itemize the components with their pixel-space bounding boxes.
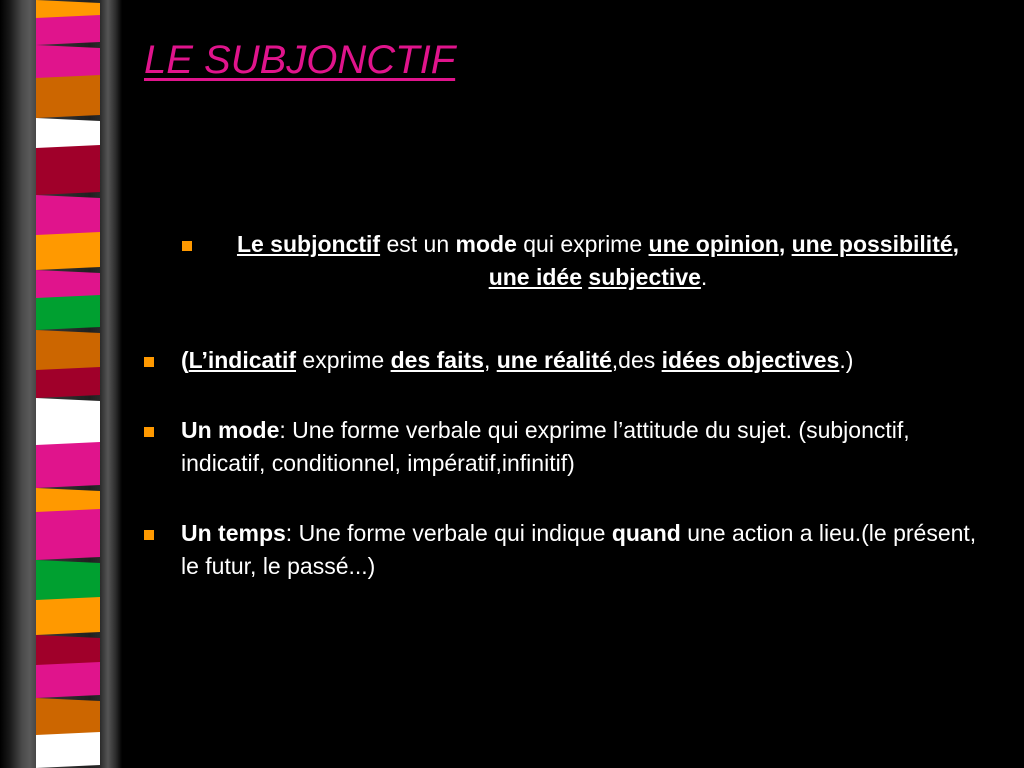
bullet-item-subjonctif	[140, 228, 980, 294]
bullet-text-segment: Un mode	[181, 417, 280, 443]
bullet-text-segment: une action a lieu.(le présent, le futur, le passé...)	[181, 520, 977, 579]
square-bullet-icon	[144, 530, 154, 540]
bullet-text-segment: .	[700, 264, 708, 290]
bullet-item-mode	[140, 414, 980, 480]
bullet-text	[181, 417, 910, 476]
bullet-text-segment: idées objectives	[661, 347, 840, 373]
bullet-text	[181, 347, 853, 373]
color-stripe	[36, 145, 100, 195]
color-stripe	[36, 698, 100, 738]
bullet-text-segment: ,	[952, 231, 960, 257]
slide-title: LE SUBJONCTIF	[144, 38, 456, 82]
bullet-text-segment: Un temps	[181, 520, 286, 546]
bullet-text-segment: .)	[839, 347, 854, 373]
bullet-text-segment: quand	[611, 520, 681, 546]
color-stripe	[36, 597, 100, 635]
color-stripe	[36, 232, 100, 270]
color-stripe	[36, 367, 100, 398]
bullet-text-segment: (	[181, 347, 189, 373]
bullet-text-segment: ,	[778, 231, 792, 257]
bullet-text-segment: : Une forme verbale qui exprime l’attitude du sujet. (subjonctif, indicatif, conditionnel, impératif,infinitif)	[181, 417, 910, 476]
color-stripe	[36, 75, 100, 118]
color-stripe	[36, 560, 100, 603]
bullet-text-segment: une idée	[488, 264, 583, 290]
bullet-text-segment: une opinion	[648, 231, 779, 257]
bullet-text-segment: des faits	[390, 347, 484, 373]
square-bullet-icon	[144, 427, 154, 437]
bullet-text	[237, 231, 959, 290]
bullet-text-segment: mode	[455, 231, 517, 257]
bullet-list	[140, 228, 980, 620]
color-stripe	[36, 398, 100, 448]
color-stripe	[36, 662, 100, 698]
bullet-text-segment: ,	[483, 347, 497, 373]
color-stripes-decoration	[36, 0, 100, 768]
stripes-svg	[36, 0, 100, 768]
bullet-text-segment: Le subjonctif	[236, 231, 381, 257]
bullet-text	[181, 520, 976, 579]
square-bullet-icon	[144, 357, 154, 367]
bullet-item-indicatif	[140, 344, 980, 377]
bullet-text-segment: est un	[380, 231, 456, 257]
bullet-text-segment: qui exprime	[516, 231, 649, 257]
bullet-text-segment: ,des	[611, 347, 662, 373]
bullet-text-segment: subjective	[588, 264, 701, 290]
color-stripe	[36, 295, 100, 330]
bullet-text-segment: exprime	[296, 347, 391, 373]
bullet-text-segment: une réalité	[496, 347, 612, 373]
color-stripe	[36, 442, 100, 488]
color-stripe	[36, 509, 100, 560]
square-bullet-icon	[182, 241, 192, 251]
color-stripe	[36, 732, 100, 768]
bullet-text-segment: : Une forme verbale qui indique	[285, 520, 612, 546]
bullet-text-segment: L’indicatif	[188, 347, 297, 373]
color-stripe	[36, 15, 100, 45]
bullet-text-segment: une possibilité	[791, 231, 953, 257]
color-stripe	[36, 330, 100, 373]
color-stripe	[36, 195, 100, 238]
bullet-item-temps	[140, 517, 980, 583]
